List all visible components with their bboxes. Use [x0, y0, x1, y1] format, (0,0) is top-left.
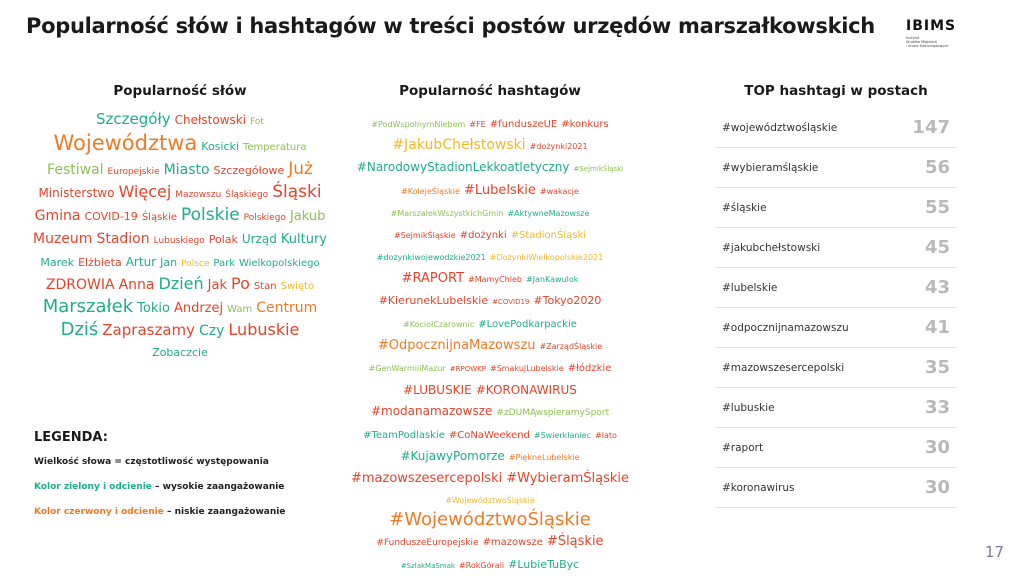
hashtag-cloud-item: #RokGórali — [458, 561, 505, 570]
hashtag-cloud-item: #KORONAWIRUS — [475, 383, 577, 397]
word-cloud-line — [20, 251, 340, 274]
hashtag-cloud-item: #konkurs — [561, 119, 609, 130]
word-cloud-item: Jak — [207, 278, 227, 293]
legend-heading: LEGENDA: — [34, 430, 108, 445]
hashtag-cloud-item: #OdpocznijnaMazowszu — [377, 338, 536, 353]
top-hashtag-count: 35 — [924, 357, 950, 378]
words-heading: Popularność słów — [113, 83, 247, 99]
logo-sub-line: Studiów Miejskich — [906, 40, 938, 44]
word-cloud-line — [20, 228, 340, 251]
word-cloud-item: COVID-19 — [84, 210, 138, 223]
hashtag-cloud-item: #LubieTuByc — [508, 558, 580, 571]
top-hashtag-count: 30 — [924, 477, 950, 498]
word-cloud-line — [20, 297, 340, 320]
hashtag-cloud-line — [340, 400, 640, 423]
word-cloud-item: Polak — [208, 233, 238, 246]
hashtag-cloud-item: #NarodowyStadionLekkoatletyczny — [356, 160, 570, 174]
ibims-logo — [906, 18, 986, 48]
hashtags-heading: Popularność hashtagów — [399, 83, 581, 99]
word-cloud-item: Elżbieta — [78, 256, 122, 269]
legend-orange-item — [34, 507, 285, 517]
word-cloud-item: Mazowszu — [175, 190, 222, 200]
hashtag-cloud-item: #JakubChełstowski — [392, 137, 526, 153]
word-cloud-item: Po — [230, 274, 250, 293]
hashtag-cloud-line — [340, 553, 640, 576]
top-hashtag-row — [716, 468, 956, 508]
word-cloud-item: Muzeum — [33, 231, 93, 247]
logo-mark: IBIMS — [906, 18, 957, 34]
hashtag-cloud-line — [340, 312, 640, 334]
hashtag-cloud-line — [340, 134, 640, 156]
word-cloud-item: Miasto — [163, 162, 210, 178]
top-hashtag-count: 45 — [924, 237, 950, 258]
top-hashtag-count: 55 — [924, 197, 950, 218]
word-cloud-item: Lubuskie — [228, 320, 300, 339]
top-hashtag-row — [716, 308, 956, 348]
top-hashtag-name: #raport — [722, 441, 764, 454]
legend — [34, 430, 285, 532]
hashtag-cloud-item: #KociołCzarownic — [403, 320, 475, 329]
hashtag-cloud-line — [340, 467, 640, 488]
word-cloud-item: Centrum — [256, 300, 318, 316]
hashtag-cloud-line — [340, 379, 640, 400]
hashtag-cloud-line — [340, 510, 640, 530]
hashtag-cloud-item: #SzlakMaSmak — [400, 562, 455, 570]
top-hashtag-name: #odpocznijnamazowszu — [722, 321, 849, 334]
top-hashtag-row — [716, 388, 956, 428]
word-cloud-line — [20, 205, 340, 228]
word-cloud-item: Święto — [280, 281, 315, 292]
hashtag-cloud-item: #ZarządŚląskie — [539, 342, 603, 351]
word-cloud-item: ZDROWIA — [45, 277, 115, 293]
word-cloud-item: Kosicki — [201, 140, 239, 153]
hashtag-cloud-line — [340, 488, 640, 510]
logo-subtitle — [906, 36, 986, 48]
hashtag-cloud-item: #zDUMĄwspieramySport — [496, 408, 610, 418]
hashtag-cloud-line — [340, 112, 640, 134]
word-cloud-item: Europejskie — [107, 167, 160, 177]
hashtag-cloud-item: #modanamazowsze — [370, 404, 493, 418]
top-hashtag-count: 41 — [924, 317, 950, 338]
hashtag-cloud-item: #FE — [469, 120, 486, 129]
hashtag-cloud-item: #mazowszesercepolski — [350, 471, 503, 486]
hashtag-cloud-item: #funduszeUE — [489, 119, 558, 130]
word-cloud-item: Szczegółowe — [213, 164, 285, 177]
hashtag-cloud — [340, 112, 640, 576]
hashtag-cloud-line — [340, 156, 640, 179]
word-cloud-item: Stadion — [96, 231, 150, 247]
hashtag-cloud-line — [340, 179, 640, 201]
hashtag-cloud-line — [340, 223, 640, 245]
hashtag-cloud-item: #KujawyPomorze — [400, 449, 505, 463]
hashtag-cloud-item: #GenWarmiiiMazur — [368, 364, 446, 373]
legend-size-item: Wielkość słowa = częstotliwość występowania — [34, 457, 269, 467]
top-hashtag-row — [716, 268, 956, 308]
word-cloud-line — [20, 132, 340, 159]
hashtag-cloud-item: #TeamPodlaskie — [363, 430, 445, 441]
word-cloud-item: Już — [288, 159, 313, 179]
hashtag-cloud-item: #WojewództwoŚląskie — [389, 509, 591, 530]
word-cloud-item: Śląskiego — [225, 190, 269, 200]
word-cloud-item: Dzień — [158, 274, 204, 293]
hashtag-cloud-item: #SmakujLubelskie — [489, 364, 564, 373]
hashtag-cloud-item: #lato — [595, 431, 617, 440]
hashtag-cloud-item: #MarszałekWszystkichGmin — [390, 209, 504, 218]
top-hashtag-row — [716, 148, 956, 188]
word-cloud-item: Województwa — [53, 131, 198, 155]
hashtag-cloud-item: #dozynkiwojewodzkie2021 — [376, 253, 486, 262]
word-cloud-item: Śląskie — [141, 212, 177, 223]
word-cloud-item: Wielkopolskiego — [239, 258, 320, 269]
hashtag-cloud-item: #SejmikŚląskie — [393, 231, 456, 240]
word-cloud — [20, 109, 340, 363]
legend-green-item — [34, 482, 285, 492]
word-cloud-item: Polskiego — [243, 213, 286, 223]
top-hashtag-row — [716, 228, 956, 268]
word-cloud-item: Polsce — [181, 259, 210, 269]
hashtag-cloud-item: #KierunekLubelskie — [378, 294, 489, 307]
top-hashtag-name: #śląskie — [722, 201, 767, 214]
hashtag-cloud-line — [340, 334, 640, 356]
word-cloud-line — [20, 182, 340, 205]
top-hashtag-count: 43 — [924, 277, 950, 298]
word-cloud-item: Dziś — [60, 319, 99, 340]
word-cloud-item: Chełstowski — [174, 113, 247, 127]
hashtag-cloud-line — [340, 530, 640, 553]
top-hashtag-name: #jakubchełstowski — [722, 241, 821, 254]
word-cloud-item: Jan — [160, 256, 178, 269]
hashtag-cloud-item: #CoNaWeekend — [448, 430, 530, 441]
top-hashtag-name: #koronawirus — [722, 481, 795, 494]
word-cloud-line — [20, 320, 340, 341]
hashtag-cloud-item: #AktywneMazowsze — [507, 209, 590, 218]
legend-orange-label: Kolor czerwony i odcienie — [34, 507, 164, 517]
word-cloud-item: Wam — [227, 304, 253, 315]
hashtag-cloud-item: #FunduszeEuropejskie — [376, 538, 479, 548]
top-hashtag-name: #wybieramśląskie — [722, 161, 819, 174]
hashtag-cloud-line — [340, 201, 640, 223]
word-cloud-item: Artur — [125, 255, 157, 269]
hashtag-cloud-line — [340, 356, 640, 379]
page-title: Popularność słów i hashtagów w treści postów urzędów marszałkowskich — [26, 14, 875, 38]
word-cloud-item: Lubuskiego — [153, 236, 205, 246]
word-cloud-item: Andrzej — [173, 301, 224, 316]
hashtag-cloud-item: #PiękneLubelskie — [508, 453, 580, 462]
hashtag-cloud-item: #wakacje — [539, 187, 579, 196]
hashtag-cloud-item: #łódzkie — [567, 363, 612, 374]
word-cloud-item: Temperatura — [242, 142, 307, 153]
logo-sub-line: Instytut — [906, 36, 920, 40]
word-cloud-item: Park — [213, 258, 235, 269]
hashtag-cloud-item: #LovePodkarpackie — [478, 319, 577, 330]
top-hashtag-name: #lubelskie — [722, 281, 778, 294]
top-hashtag-count: 56 — [924, 157, 950, 178]
word-cloud-item: Tokio — [137, 301, 170, 316]
hashtag-cloud-item: #Śląskie — [546, 534, 604, 549]
legend-green-label: Kolor zielony i odcienie — [34, 482, 152, 492]
word-cloud-item: Ministerstwo — [38, 186, 115, 200]
word-cloud-item: Kultury — [280, 232, 327, 247]
hashtag-cloud-item: #mazowsze — [482, 537, 543, 548]
top-hashtag-name: #lubuskie — [722, 401, 775, 414]
hashtag-cloud-item: #SejmikŚląski — [573, 165, 624, 173]
top-hashtag-count: 30 — [924, 437, 950, 458]
page-number: 17 — [985, 543, 1005, 561]
top-hashtag-name: #województwośląskie — [722, 121, 838, 134]
hashtag-cloud-item: #StadionŚląski — [510, 230, 587, 241]
word-cloud-item: Śląski — [272, 182, 322, 202]
word-cloud-item: Szczegóły — [96, 110, 171, 128]
word-cloud-item: Fot — [250, 117, 264, 127]
word-cloud-line — [20, 341, 340, 363]
top-hashtag-count: 147 — [912, 117, 950, 138]
hashtag-cloud-item: #RAPORT — [401, 271, 465, 286]
top-hashtags-heading: TOP hashtagi w postach — [744, 83, 928, 99]
logo-sub-line: i Analiz Samorządowych — [906, 44, 949, 48]
hashtag-cloud-line — [340, 267, 640, 289]
hashtag-cloud-item: #WybieramŚląskie — [506, 471, 630, 486]
hashtag-cloud-line — [340, 245, 640, 267]
word-cloud-line — [20, 159, 340, 182]
hashtag-cloud-item: #Swierklaniec — [533, 431, 592, 440]
hashtag-cloud-item: #DożynkiWielkopolskie2021 — [489, 253, 604, 262]
top-hashtag-row — [716, 188, 956, 228]
word-cloud-item: Zobaczcie — [152, 346, 208, 359]
hashtag-cloud-item: #Tokyo2020 — [533, 294, 602, 307]
hashtag-cloud-item: #WojewództwoŚląskie — [445, 496, 535, 505]
hashtag-cloud-item: #MamyChleb — [468, 275, 522, 284]
hashtag-cloud-line — [340, 289, 640, 312]
word-cloud-item: Urząd — [241, 232, 277, 246]
word-cloud-item: Marek — [40, 256, 75, 269]
word-cloud-item: Stan — [253, 281, 277, 292]
hashtag-cloud-line — [340, 423, 640, 445]
hashtag-cloud-item: #dożynki2021 — [529, 142, 588, 151]
top-hashtag-row — [716, 108, 956, 148]
hashtag-cloud-item: #JanKawulok — [525, 275, 579, 284]
hashtag-cloud-item: #KolejeŚląskie — [401, 187, 460, 196]
word-cloud-item: Więcej — [118, 182, 172, 201]
hashtag-cloud-line — [340, 445, 640, 467]
word-cloud-item: Polskie — [181, 205, 240, 225]
legend-orange-desc: – niskie zaangażowanie — [163, 507, 286, 517]
legend-green-desc: – wysokie zaangażowanie — [151, 482, 285, 492]
top-hashtags-list — [716, 108, 956, 508]
top-hashtag-count: 33 — [924, 397, 950, 418]
word-cloud-item: Jakub — [289, 209, 326, 224]
word-cloud-item: Zapraszamy — [102, 321, 195, 339]
hashtag-cloud-item: #dożynki — [459, 230, 507, 241]
word-cloud-item: Marszałek — [42, 296, 134, 317]
word-cloud-item: Festiwal — [47, 162, 104, 178]
hashtag-cloud-item: #PodWspolnymNiebem — [371, 120, 466, 129]
top-hashtag-row — [716, 348, 956, 388]
word-cloud-item: Gmina — [34, 208, 81, 224]
word-cloud-line — [20, 274, 340, 297]
hashtag-cloud-item: #Lubelskie — [463, 183, 536, 198]
word-cloud-item: Anna — [118, 277, 155, 293]
word-cloud-item: Czy — [199, 323, 225, 339]
top-hashtag-row — [716, 428, 956, 468]
top-hashtag-name: #mazowszesercepolski — [722, 361, 845, 374]
hashtag-cloud-item: #RPOWKP — [449, 365, 486, 373]
word-cloud-line — [20, 109, 340, 132]
hashtag-cloud-item: #LUBUSKIE — [403, 383, 472, 397]
hashtag-cloud-item: #COVID19 — [492, 298, 530, 306]
